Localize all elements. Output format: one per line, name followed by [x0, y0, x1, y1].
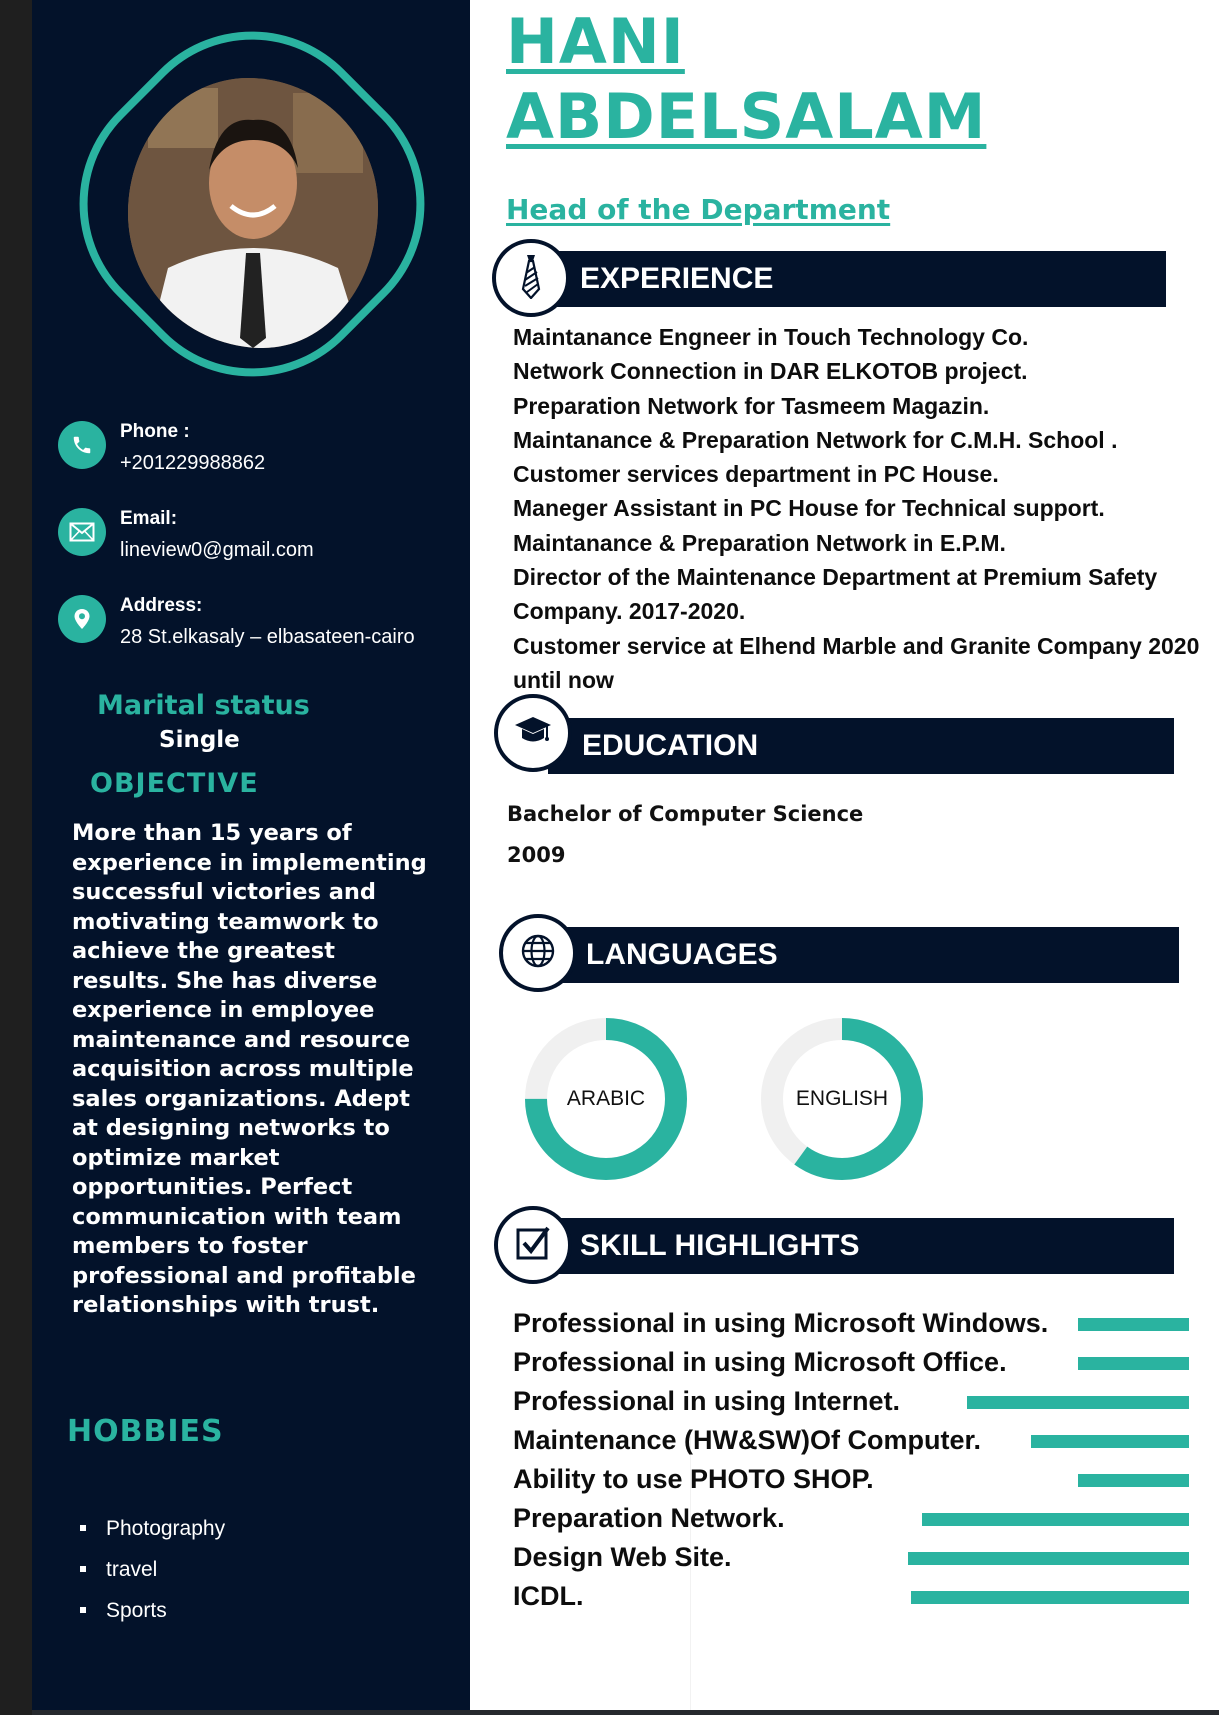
- skill-label: Professional in using Microsoft Windows.: [513, 1308, 1049, 1338]
- email-label: Email:: [120, 508, 178, 529]
- skill-row: [513, 1343, 1193, 1382]
- skill-level-bar: [908, 1552, 1189, 1565]
- language-name: ARABIC: [566, 1087, 646, 1110]
- globe-icon: [520, 933, 556, 973]
- language-ring-english: [758, 1015, 926, 1183]
- languages-heading: LANGUAGES: [586, 938, 778, 971]
- phone-icon: [58, 421, 106, 469]
- skill-row: [513, 1460, 1193, 1499]
- skills-heading: SKILL HIGHLIGHTS: [580, 1229, 860, 1262]
- experience-item: Customer services department in PC House.: [513, 461, 999, 488]
- marital-status-value: Single: [159, 727, 240, 753]
- phone-value: +201229988862: [120, 452, 266, 474]
- address-label: Address:: [120, 595, 203, 616]
- email-value: lineview0@gmail.com: [120, 539, 314, 561]
- hobbies-heading: HOBBIES: [67, 1414, 224, 1449]
- phone-label: Phone :: [120, 421, 190, 442]
- experience-item: Director of the Maintenance Department at Premium Safety Company. 2017-2020.: [513, 564, 1158, 625]
- envelope-icon: [58, 508, 106, 556]
- location-pin-icon: [58, 595, 106, 643]
- education-degree: Bachelor of Computer Science: [507, 802, 864, 826]
- objective-heading: OBJECTIVE: [90, 768, 259, 799]
- checkbox-icon: [515, 1225, 551, 1265]
- last-name: ABDELSALAM: [506, 80, 987, 153]
- experience-item: Maneger Assistant in PC House for Technical support.: [513, 495, 1105, 522]
- skill-label: ICDL.: [513, 1581, 584, 1611]
- skill-level-bar: [1078, 1474, 1189, 1487]
- experience-heading: EXPERIENCE: [580, 262, 774, 295]
- hobby-item: travel: [80, 1549, 225, 1590]
- skill-level-bar: [911, 1591, 1189, 1604]
- graduation-cap-icon: [513, 714, 553, 752]
- experience-item: Network Connection in DAR ELKOTOB project.: [513, 358, 1028, 385]
- address-value: 28 St.elkasaly – elbasateen-cairo: [120, 626, 415, 648]
- job-title: Head of the Department: [506, 193, 891, 226]
- skill-row: [513, 1304, 1193, 1343]
- skill-level-bar: [922, 1513, 1189, 1526]
- skill-level-bar: [1078, 1318, 1189, 1331]
- marital-status-heading: Marital status: [97, 690, 310, 721]
- skill-row: [513, 1577, 1193, 1616]
- bottom-rule: [32, 1710, 1219, 1715]
- skill-level-bar: [1078, 1357, 1189, 1370]
- skill-level-bar: [967, 1396, 1189, 1409]
- skill-label: Professional in using Microsoft Office.: [513, 1347, 1007, 1377]
- skill-row: [513, 1499, 1193, 1538]
- skill-label: Professional in using Internet.: [513, 1386, 901, 1416]
- experience-item: Maintanance & Preparation Network for C.M.H. School .: [513, 426, 1118, 453]
- skill-label: Preparation Network.: [513, 1503, 785, 1533]
- languages-icon-badge: [499, 914, 577, 992]
- objective-text: More than 15 years of experience in implementing successful victories and motivating teamwork to achieve the greatest results. She has diverse experience in employee maintenance and resource acquisition across multiple sales organizations. Adept at designing networks to optimize market opportunities. Perfect communication with team members to foster professional and profitable relationships with trust.: [72, 820, 427, 1318]
- hobby-item: Photography: [80, 1508, 225, 1549]
- skill-label: Maintenance (HW&SW)Of Computer.: [513, 1425, 982, 1455]
- skill-label: Ability to use PHOTO SHOP.: [513, 1464, 874, 1494]
- language-ring-arabic: [522, 1015, 690, 1183]
- experience-item: Preparation Network for Tasmeem Magazin.: [513, 392, 990, 419]
- education-year: 2009: [507, 843, 566, 867]
- education-icon-badge: [494, 694, 572, 772]
- hobby-item: Sports: [80, 1590, 225, 1631]
- skill-row: [513, 1382, 1193, 1421]
- education-heading: EDUCATION: [582, 729, 759, 762]
- first-name: HANI: [506, 5, 685, 78]
- left-gutter: [0, 0, 32, 1715]
- skill-row: [513, 1421, 1193, 1460]
- language-name: ENGLISH: [795, 1087, 889, 1110]
- necktie-icon: [520, 253, 542, 303]
- experience-icon-badge: [492, 239, 570, 317]
- skill-level-bar: [1031, 1435, 1189, 1448]
- experience-list: [513, 320, 1219, 697]
- experience-item: Maintanance & Preparation Network in E.P.M.: [513, 529, 1006, 556]
- skill-row: [513, 1538, 1193, 1577]
- experience-item: Customer service at Elhend Marble and Granite Company 2020 until now: [513, 632, 1200, 693]
- skill-label: Design Web Site.: [513, 1542, 732, 1572]
- skills-icon-badge: [494, 1206, 572, 1284]
- experience-item: Maintanance Engneer in Touch Technology Co.: [513, 324, 1029, 350]
- hobbies-list: [80, 1508, 225, 1631]
